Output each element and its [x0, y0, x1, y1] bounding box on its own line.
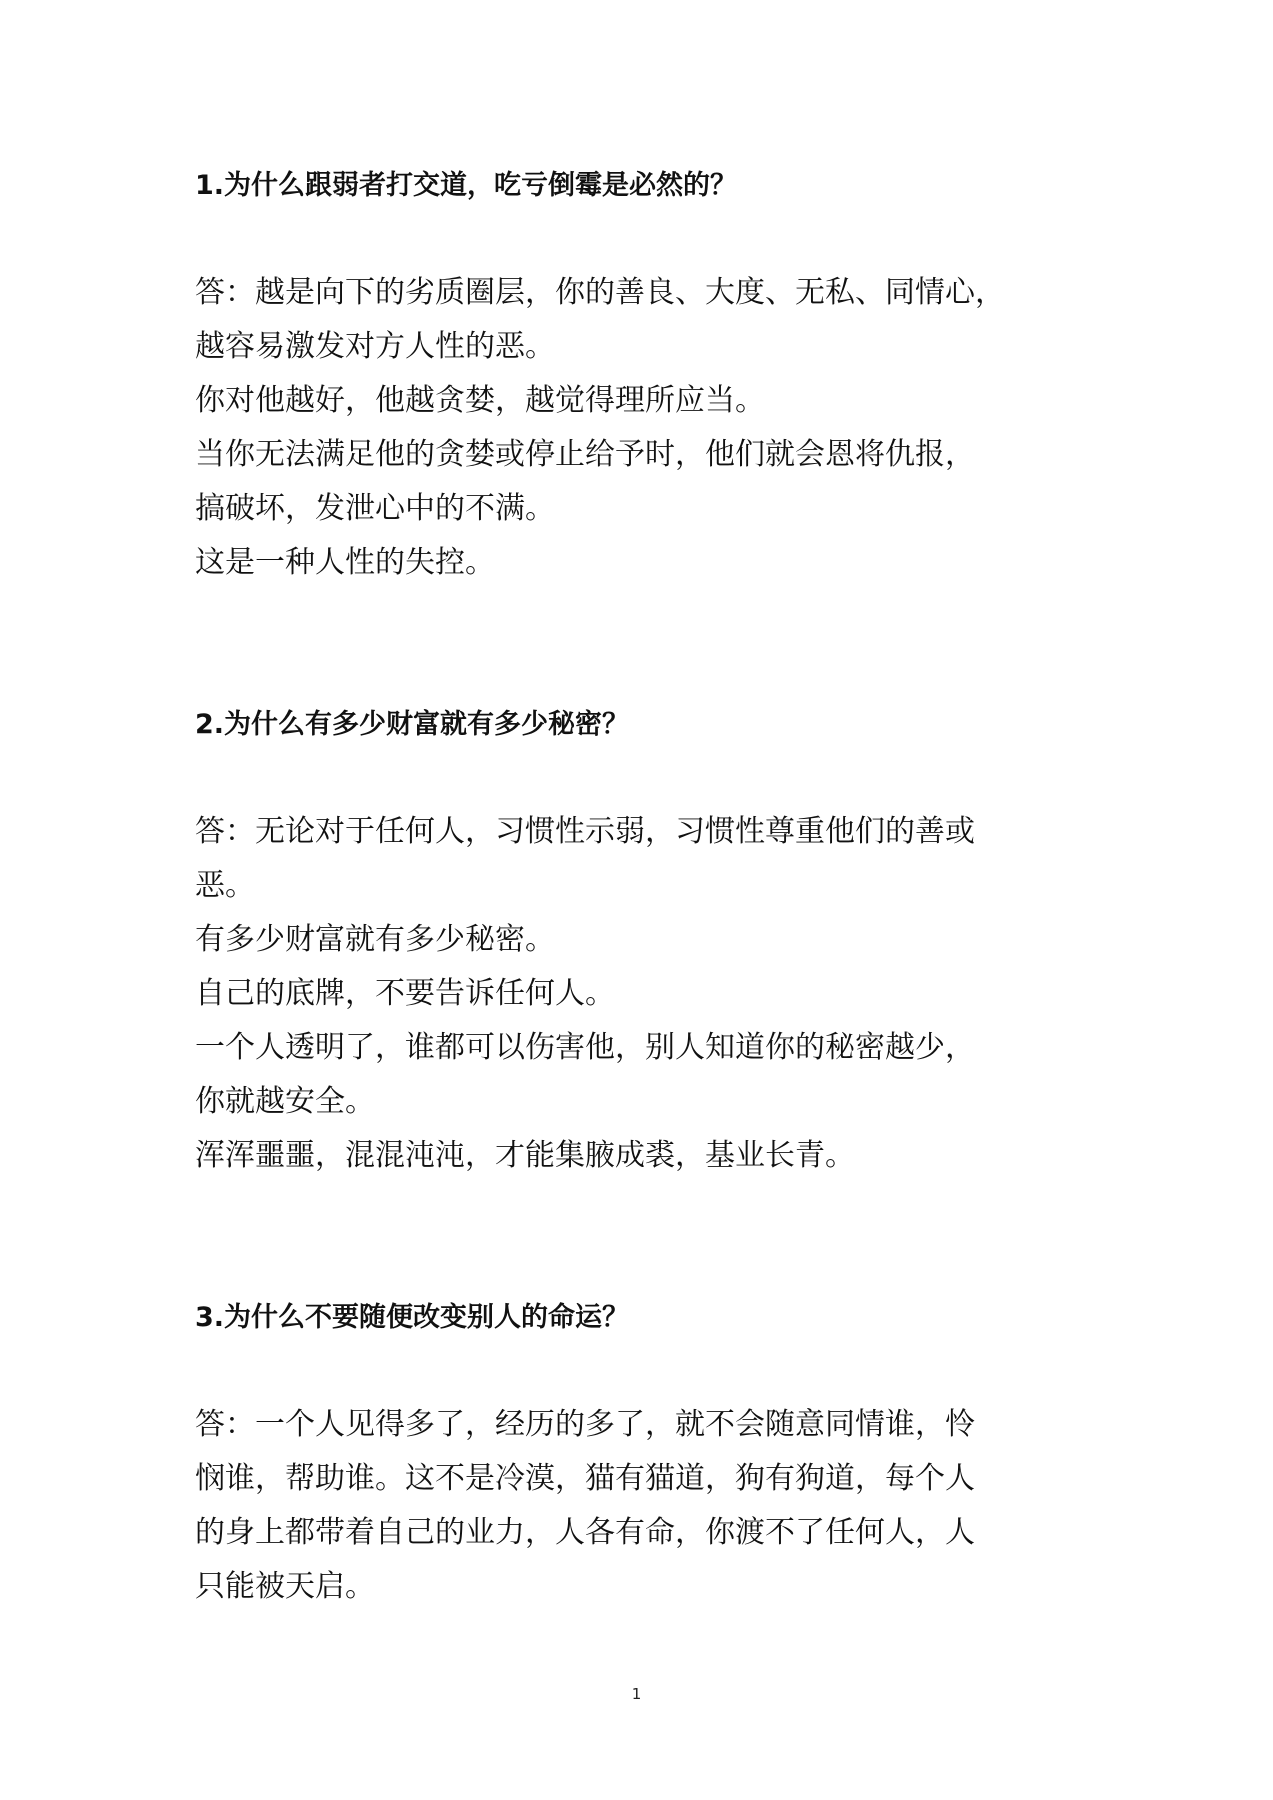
answer-block-3	[195, 1398, 1095, 1614]
answer-line: 答：越是向下的劣质圈层，你的善良、大度、无私、同情心， 越容易激发对方人性的恶。	[195, 275, 1005, 364]
answer-line: 当你无法满足他的贪婪或停止给予时，他们就会恩将仇报， 搞破坏，发泄心中的不满。	[195, 437, 975, 526]
page-number: 1	[631, 1685, 642, 1703]
question-heading-3: 3.为什么不要随便改变别人的命运？	[195, 1302, 630, 1333]
answer-block-1	[195, 266, 1095, 590]
answer-line: 这是一种人性的失控。	[195, 545, 495, 580]
answer-line: 有多少财富就有多少秘密。	[195, 922, 555, 957]
section-2	[195, 697, 1095, 1183]
answer-line: 一个人透明了，谁都可以伤害他，别人知道你的秘密越少， 你就越安全。	[195, 1030, 975, 1119]
question-heading-2: 2.为什么有多少财富就有多少秘密？	[195, 709, 630, 740]
section-1	[195, 158, 1095, 590]
answer-line: 答：一个人见得多了，经历的多了，就不会随意同情谁，怜 悯谁，帮助谁。这不是冷漠，猫有猫道，狗有狗道，每个人 的身上都带着自己的业力，人各有命，你渡不了任何人，人 只能被天启。	[195, 1407, 975, 1604]
document-content	[195, 158, 1095, 1614]
question-heading-1: 1.为什么跟弱者打交道，吃亏倒霉是必然的？	[195, 170, 738, 201]
answer-line: 答：无论对于任何人，习惯性示弱，习惯性尊重他们的善或 恶。	[195, 814, 975, 903]
answer-line: 你对他越好，他越贪婪，越觉得理所应当。	[195, 383, 765, 418]
section-3	[195, 1290, 1095, 1614]
answer-line: 自己的底牌，不要告诉任何人。	[195, 976, 615, 1011]
answer-block-2	[195, 805, 1095, 1183]
answer-line: 浑浑噩噩，混混沌沌，才能集腋成裘，基业长青。	[195, 1138, 855, 1173]
